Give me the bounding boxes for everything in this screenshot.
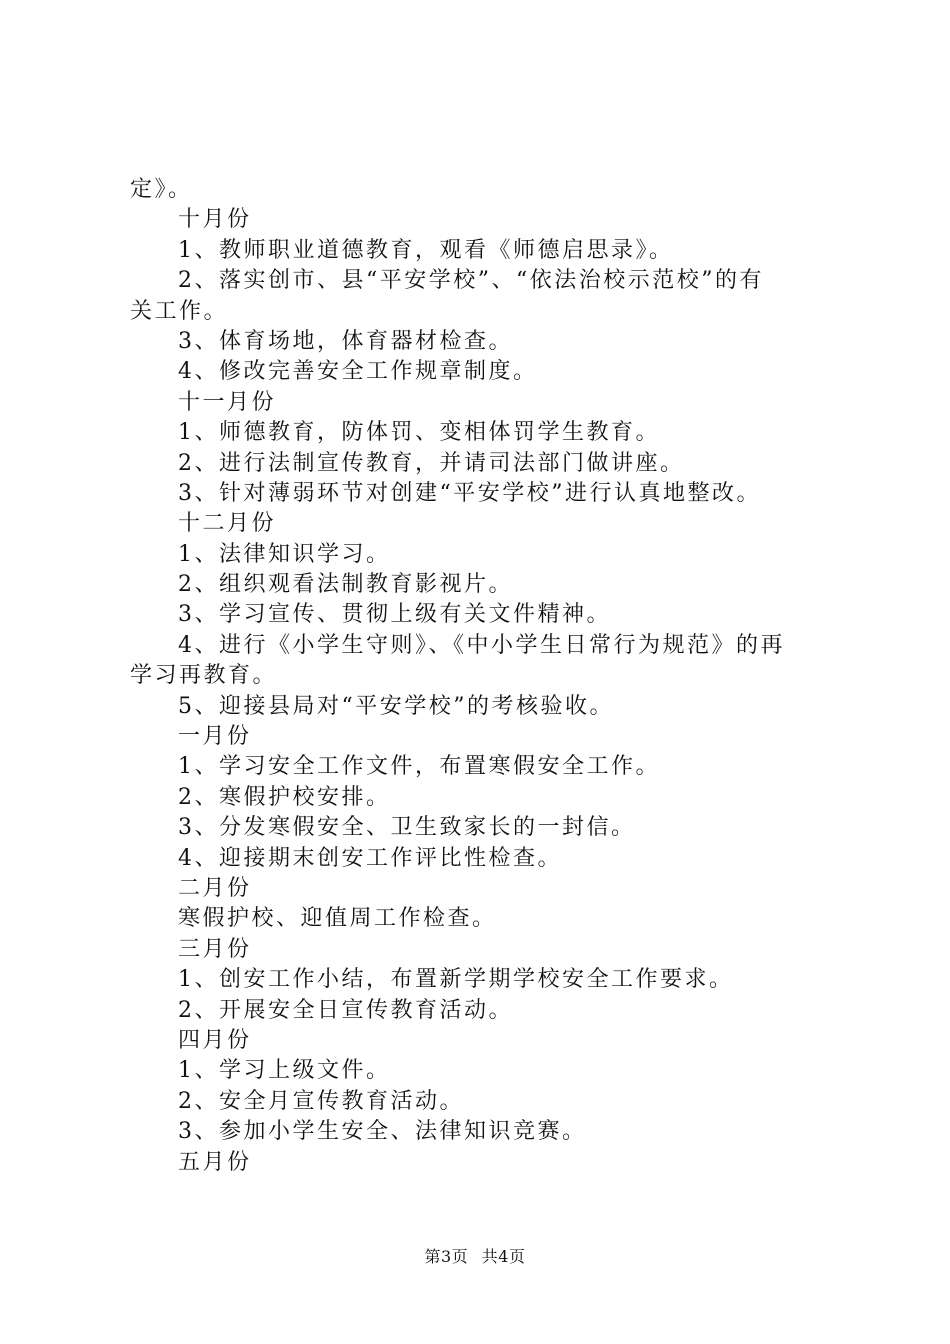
text-line: 2、寒假护校安排。 xyxy=(178,784,391,810)
text-line: 关工作。 xyxy=(130,298,229,324)
text-line: 十二月份 xyxy=(178,511,277,537)
text-line: 1、教师职业道德教育，观看《师德启思录》。 xyxy=(178,237,674,263)
text-line: 三月份 xyxy=(178,936,252,962)
page-footer xyxy=(0,1244,950,1267)
text-line: 十月份 xyxy=(178,207,252,233)
text-line: 2、开展安全日宣传教育活动。 xyxy=(178,997,513,1023)
text-line: 二月份 xyxy=(178,875,252,901)
text-line: 学习再教育。 xyxy=(130,663,278,689)
text-line: 3、参加小学生安全、法律知识竞赛。 xyxy=(178,1119,587,1145)
text-line: 3、分发寒假安全、卫生致家长的一封信。 xyxy=(178,815,636,841)
text-line: 定》。 xyxy=(130,177,193,202)
text-line: 1、师德教育，防体罚、变相体罚学生教育。 xyxy=(178,420,660,446)
text-line: 一月份 xyxy=(178,724,252,750)
text-line: 3、针对薄弱环节对创建“平安学校”进行认真地整改。 xyxy=(178,480,761,506)
text-line: 1、学习安全工作文件，布置寒假安全工作。 xyxy=(178,754,660,780)
text-line: 1、法律知识学习。 xyxy=(178,541,391,567)
text-line: 1、创安工作小结，布置新学期学校安全工作要求。 xyxy=(178,967,734,993)
text-line: 4、迎接期末创安工作评比性检查。 xyxy=(178,845,562,871)
text-line: 1、学习上级文件。 xyxy=(178,1058,391,1084)
text-line: 2、组织观看法制教育影视片。 xyxy=(178,572,513,598)
text-line: 3、学习宣传、贯彻上级有关文件精神。 xyxy=(178,602,611,628)
page-number: 第3页 xyxy=(424,1247,469,1266)
text-line: 2、进行法制宣传教育，并请司法部门做讲座。 xyxy=(178,450,685,476)
text-line: 4、修改完善安全工作规章制度。 xyxy=(178,359,538,385)
text-line: 寒假护校、迎值周工作检查。 xyxy=(178,906,497,932)
text-line: 四月份 xyxy=(178,1027,252,1053)
text-line: 3、体育场地，体育器材检查。 xyxy=(178,328,513,354)
text-line: 2、安全月宣传教育活动。 xyxy=(178,1088,464,1114)
page-total: 共4页 xyxy=(481,1247,526,1266)
document-body xyxy=(130,175,850,1178)
text-line: 4、进行《小学生守则》、《中小学生日常行为规范》的再 xyxy=(178,632,785,658)
text-line: 5、迎接县局对“平安学校”的考核验收。 xyxy=(178,693,614,719)
text-line: 五月份 xyxy=(178,1149,252,1175)
text-line: 2、落实创市、县“平安学校”、“依法治校示范校”的有 xyxy=(178,268,764,294)
text-line: 十一月份 xyxy=(178,389,277,415)
